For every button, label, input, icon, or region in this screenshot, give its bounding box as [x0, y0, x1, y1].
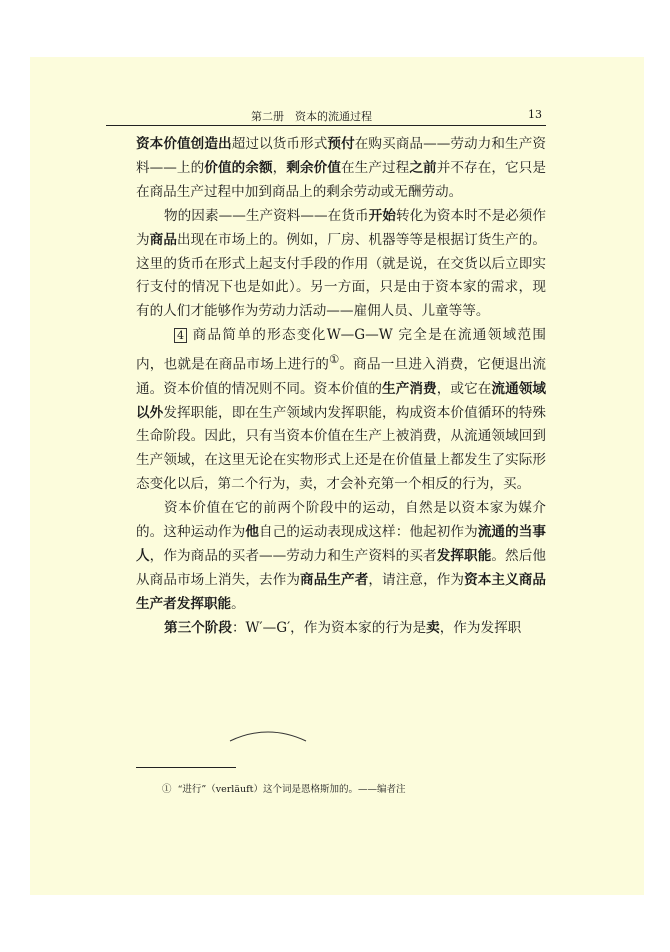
section-marker: 4 — [174, 328, 187, 343]
footnote-rule — [136, 767, 236, 768]
footnote-text: “进行”（verläuft）这个词是恩格斯加的。——编者注 — [177, 784, 406, 795]
formula-arc — [228, 727, 308, 743]
paragraph-1: 资本价值创造出超过以货币形式预付在购买商品——劳动力和生产资料——上的价值的余额，剩余价值在生产过程之前并不存在，它只是在商品生产过程中加到商品上的剩余劳动或无酬劳动。 — [136, 136, 546, 200]
paragraph-4: 资本价值在它的前两个阶段中的运动，自然是以资本家为媒介的。这种运动作为他自己的运动表现成这样：他起初作为流通的当事人，作为商品的买者——劳动力和生产资料的买者发挥职能。然后他从商品市场上消失，去作为商品生产者，请注意，作为资本主义商品生产者发挥职能。 — [136, 500, 547, 612]
paragraph-2: 物的因素——生产资料——在货币开始转化为资本时不是必须作为商品出现在市场上的。例如，厂房、机器等等是根据订货生产的。这里的货币在形式上起支付手段的作用（就是说，在交货以后立即实行支付的情况下也是如此）。另一方面，只是由于资本家的需求，现有的人们才能够作为劳动力活动——雇佣人员、儿童等等。 — [136, 207, 547, 320]
body-text — [136, 133, 546, 641]
page-number: 13 — [528, 108, 542, 121]
paragraph-5: 第三个阶段：W′—G′，作为资本家的行为是卖，作为发挥职 — [164, 619, 522, 636]
footnote-mark: ① — [162, 784, 172, 795]
header-title: 第二册 资本的流通过程 — [251, 110, 372, 123]
footnote — [162, 781, 405, 795]
header-rule — [106, 125, 546, 126]
footnote-reference[interactable]: ① — [329, 352, 340, 367]
paragraph-3: 4 商品简单的形态变化W—G—W 完全是在流通领域范围内，也就是在商品市场上进行的①。商品一旦进入消费，它便退出流通。资本价值的情况则不同。资本价值的生产消费，或它在流通领域以外发挥职能，即在生产领域内发挥职能，构成资本价值循环的特殊生命阶段。因此，只有当资本价值在生产上被消费，从流通领域回到生产领域，在这里无论在实物形式上还是在价值量上都发生了实际形态变化以后，第二个行为，卖，才会补充第一个相反的行为，买。 — [136, 327, 547, 493]
running-header — [106, 108, 546, 124]
